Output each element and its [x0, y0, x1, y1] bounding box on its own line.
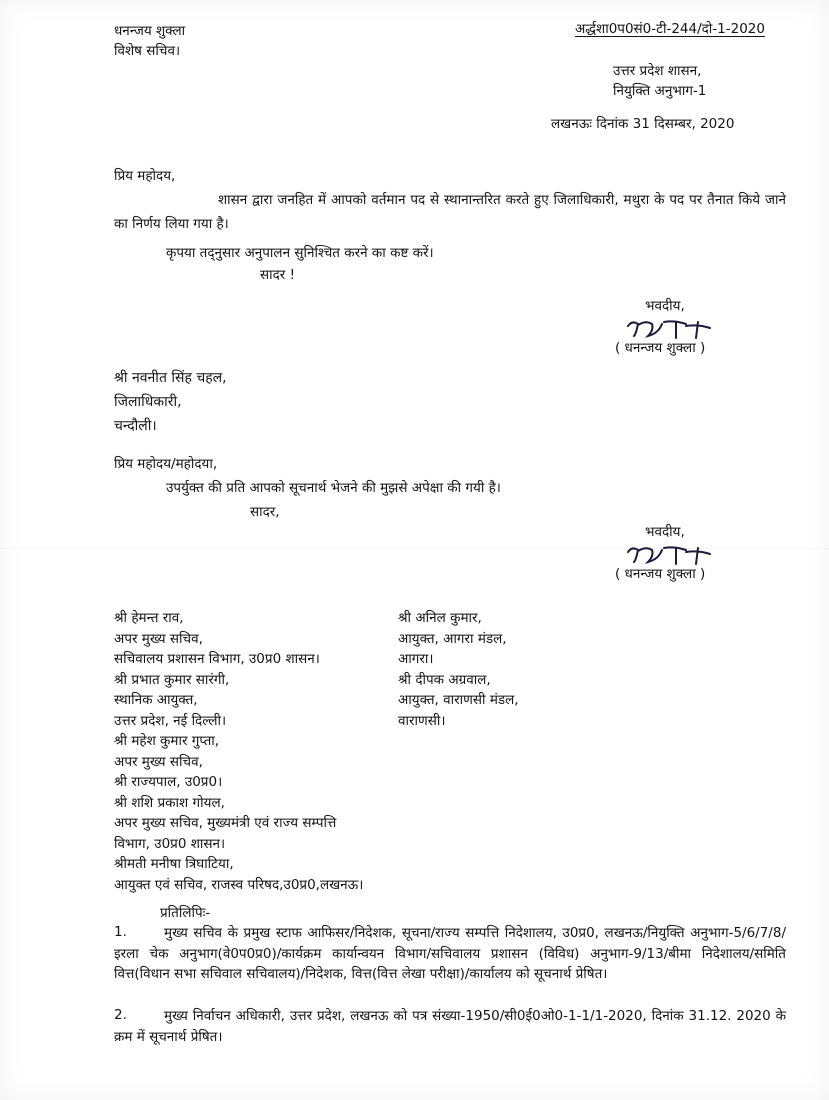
- recipient-line: आयुक्त, आगरा मंडल,: [398, 630, 507, 647]
- office-line-1: उत्तर प्रदेश शासन,: [613, 63, 702, 79]
- recipient-line: श्रीमती मनीषा त्रिघाटिया,: [114, 856, 234, 872]
- signature-name-2: ( धनन्जय शुक्ला ): [615, 566, 706, 582]
- recipient-line: आयुक्त, वाराणसी मंडल,: [398, 692, 519, 708]
- recipient-line: स्थानिक आयुक्त,: [114, 692, 198, 708]
- sender-block: [114, 22, 185, 61]
- closing-line-2: सादर,: [250, 504, 280, 520]
- copy-heading: प्रतिलिपिः-: [160, 905, 211, 921]
- sender-name: धनन्जय शुक्ला: [114, 23, 186, 39]
- request-line: कृपया तद्नुसार अनुपालन सुनिश्चित करने का कष्ट करें।: [166, 245, 434, 261]
- sender-designation: विशेष सचिव।: [114, 42, 181, 59]
- recipient-line: उत्तर प्रदेश, नई दिल्ली।: [114, 712, 227, 729]
- letter-2-body: उपर्युक्त की प्रति आपको सूचनार्थ भेजने की मुझसे अपेक्षा की गयी है।: [166, 480, 501, 496]
- office-line-2: नियुक्ति अनुभाग-1: [613, 82, 707, 99]
- addressee-district: चन्दौली।: [114, 418, 157, 434]
- copy-number-1: 1.: [114, 924, 127, 940]
- addressee-block: [114, 366, 227, 438]
- recipient-line: श्री दीपक अग्रवाल,: [398, 671, 491, 688]
- recipient-line: अपर मुख्य सचिव,: [114, 630, 203, 647]
- copy-number-2: 2.: [114, 1007, 127, 1023]
- reference-number: अर्द्धशा0प0सं0-टी-244/दो-1-2020: [574, 21, 765, 37]
- addressee-name: श्री नवनीत सिंह चहल,: [114, 370, 227, 386]
- recipient-line: अपर मुख्य सचिव,: [114, 753, 203, 770]
- letter-body: शासन द्वारा जनहित में आपको वर्तमान पद से स्थानान्तरित करते हुए जिलाधिकारी, मथुरा के पद पर तैनात किये जाने का निर्णय लिया गया है।: [114, 192, 786, 232]
- recipient-line: श्री हेमन्त राव,: [114, 610, 184, 626]
- recipient-line: वाराणसी।: [398, 712, 446, 729]
- signature-name: ( धनन्जय शुक्ला ): [615, 340, 706, 356]
- valediction: भवदीय,: [645, 298, 685, 314]
- salutation-2: प्रिय महोदय/महोदया,: [114, 456, 218, 472]
- recipient-line: श्री महेश कुमार गुप्ता,: [114, 733, 220, 749]
- salutation: प्रिय महोदय,: [114, 168, 176, 184]
- recipient-line: आगरा।: [398, 651, 434, 667]
- recipient-line: श्री अनिल कुमार,: [398, 610, 482, 626]
- recipient-line: श्री राज्यपाल, उ0प्र0।: [114, 774, 223, 790]
- valediction-2: भवदीय,: [645, 524, 685, 540]
- recipient-line: अपर मुख्य सचिव, मुख्यमंत्री एवं राज्य सम्पत्ति: [114, 815, 337, 831]
- addressee-designation: जिलाधिकारी,: [114, 394, 182, 410]
- recipients-right: [398, 608, 519, 731]
- recipient-line: श्री शशि प्रकाश गोयल,: [114, 794, 225, 811]
- closing-line: सादर !: [260, 267, 296, 283]
- copy-text-1: मुख्य सचिव के प्रमुख स्टाफ आफिसर/निदेशक, सूचना/राज्य सम्पत्ति निदेशालय, उ0प्र0, लखनऊ/नियुक्ति अनुभाग-5/6/7/8/इरला चेक अनुभाग(वे0प0प्र0)/कार्यक्रम कार्यान्वयन विभाग/सचिवालय प्रशासन (विविध) अनुभाग-9/13/बीमा निदेशालय/समिति वित्त(विधान सभा सचिवाल सचिवालय)/निदेशक, वित्त(वित्त लेखा परीक्षा)/कार्यालय को सूचनार्थ प्रेषित।: [114, 925, 786, 982]
- recipient-line: आयुक्त एवं सचिव, राजस्व परिषद,उ0प्र0,लखनऊ।: [114, 876, 364, 893]
- recipients-left: [114, 608, 363, 895]
- place-date: लखनऊः दिनांक 31 दिसम्बर, 2020: [551, 116, 735, 132]
- recipient-line: सचिवालय प्रशासन विभाग, उ0प्र0 शासन।: [114, 651, 320, 667]
- office-block: [613, 62, 706, 101]
- recipient-line: श्री प्रभात कुमार सारंगी,: [114, 671, 230, 688]
- recipient-line: विभाग, उ0प्र0 शासन।: [114, 835, 226, 852]
- copy-text-2: मुख्य निर्वाचन अधिकारी, उत्तर प्रदेश, लखनऊ को पत्र संख्या-1950/सी0ई0ओ0-1-1/1-2020, दिनांक 31.12. 2020 के क्रम में सूचनार्थ प्रेषित।: [114, 1008, 786, 1045]
